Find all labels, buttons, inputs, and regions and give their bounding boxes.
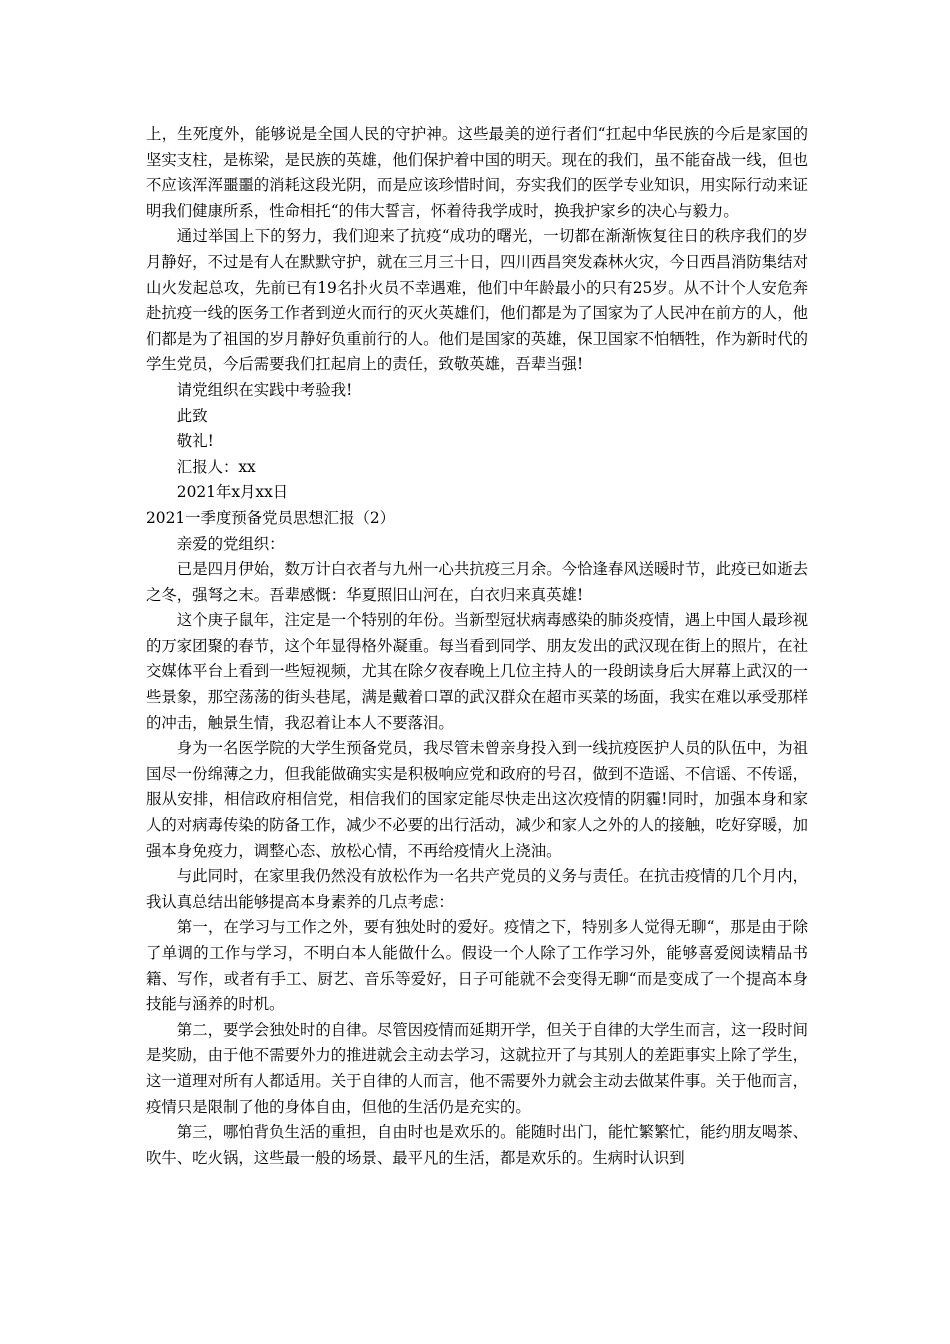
section-title: 2021一季度预备党员思想汇报（2） [146,508,396,527]
paragraph-first: 第一，在学习与工作之外，要有独处时的爱好。疫情之下，特别多人觉得无聊“，那是由于除了单调的工作与学习，不明白本人能做什么。假设一个人除了工作学习外，能够喜爱阅读精品书籍、写作，或者有手工、厨艺、音乐等爱好，日子可能就不会变得无聊“而是变成了一个提高本身技能与涵养的时机。 [146,918,808,1014]
paragraph-meanwhile: 与此同时，在家里我仍然没有放松作为一名共产党员的义务与责任。在抗击疫情的几个月内，我认真总结出能够提高本身素养的几点考虑： [146,867,808,911]
paragraph-year-of-rat: 这个庚子鼠年，注定是一个特别的年份。当新型冠状病毒感染的肺炎疫情，遇上中国人最珍视的万家团聚的春节，这个年显得格外凝重。每当看到同学、朋友发出的武汉现在街上的照片，在社交媒体平台上看到一些短视频，尤其在除夕夜春晚上几位主持人的一段朗读身后大屏幕上武汉的一些景象，那空荡荡的街头巷尾，满是戴着口罩的武汉群众在超市买菜的场面，我实在难以承受那样的冲击，触景生情，我忍着让本人不要落泪。 [146,611,808,732]
closing-respect: 敬礼! [176,432,214,451]
paragraph-student-member: 身为一名医学院的大学生预备党员，我尽管未曾亲身投入到一线抗疫医护人员的队伍中，为祖国尽一份绵薄之力，但我能做确实实是积极响应党和政府的号召，做到不造谣、不信谣、不传谣，服从安排，相信政府相信党，相信我们的国家定能尽快走出这次疫情的阴霾!同时，加强本身和家人的对病毒传染的防备工作，减少不必要的出行活动，减少和家人之外的人的接触，吃好穿暖，加强本身免疫力，调整心态、放松心情，不再给疫情火上浇油。 [146,739,808,860]
paragraph-heroes: 通过举国上下的努力，我们迎来了抗疫“成功的曙光，一切都在渐渐恢复往日的秩序我们的岁月静好，不过是有人在默默守护，就在三月三十日，四川西昌突发森林火灾，今日西昌消防集结对山火发起总攻，先前已有19名扑火员不幸遇难，他们中年龄最小的只有25岁。从不计个人安危奔赴抗疫一线的医务工作者到逆火而行的灭火英雄们，他们都是为了国家为了人民冲在前方的人，他们都是为了祖国的岁月静好负重前行的人。他们是国家的英雄，保卫国家不怕牺牲，作为新时代的学生党员，今后需要我们扛起肩上的责任，致敬英雄，吾辈当强! [146,227,808,374]
paragraph-continuation: 上，生死度外，能够说是全国人民的守护神。这些最美的逆行者们“扛起中华民族的今后是家国的坚实支柱，是栋梁，是民族的英雄，他们保护着中国的明天。现在的我们，虽不能奋战一线，但也不应该浑浑噩噩的消耗这段光阴，而是应该珍惜时间，夯实我们的医学专业知识，用实际行动来证明我们健康所系，性命相托“的伟大誓言，怀着待我学成时，换我护家乡的决心与毅力。 [146,125,808,220]
document-page [146,122,808,1171]
paragraph-second: 第二，要学会独处时的自律。尽管因疫情而延期开学，但关于自律的大学生而言，这一段时间是奖励，由于他不需要外力的推进就会主动去学习，这就拉开了与其别人的差距事实上除了学生，这一道理对所有人都适用。关于自律的人而言，他不需要外力就会主动去做某件事。关于他而言，疫情只是限制了他的身体自由，但他的生活仍是充实的。 [146,1020,808,1116]
paragraph-april: 已是四月伊始，数万计白衣者与九州一心共抗疫三月余。今恰逢春风送暖时节，此疫已如逝去之冬，强弩之末。吾辈感慨：华夏照旧山河在，白衣归来真英雄! [146,560,808,604]
greeting: 亲爱的党组织： [176,534,285,553]
paragraph-third: 第三，哪怕背负生活的重担，自由时也是欢乐的。能随时出门，能忙繁繁忙，能约朋友喝茶、吹牛、吃火锅，这些最一般的场景、最平凡的生活，都是欢乐的。生病时认识到 [146,1123,808,1167]
report-date: 2021年x月xx日 [176,483,289,502]
closing-request: 请党组织在实践中考验我! [176,380,353,399]
reporter-name: 汇报人：xx [176,457,256,476]
closing-salutation: 此致 [176,406,208,425]
